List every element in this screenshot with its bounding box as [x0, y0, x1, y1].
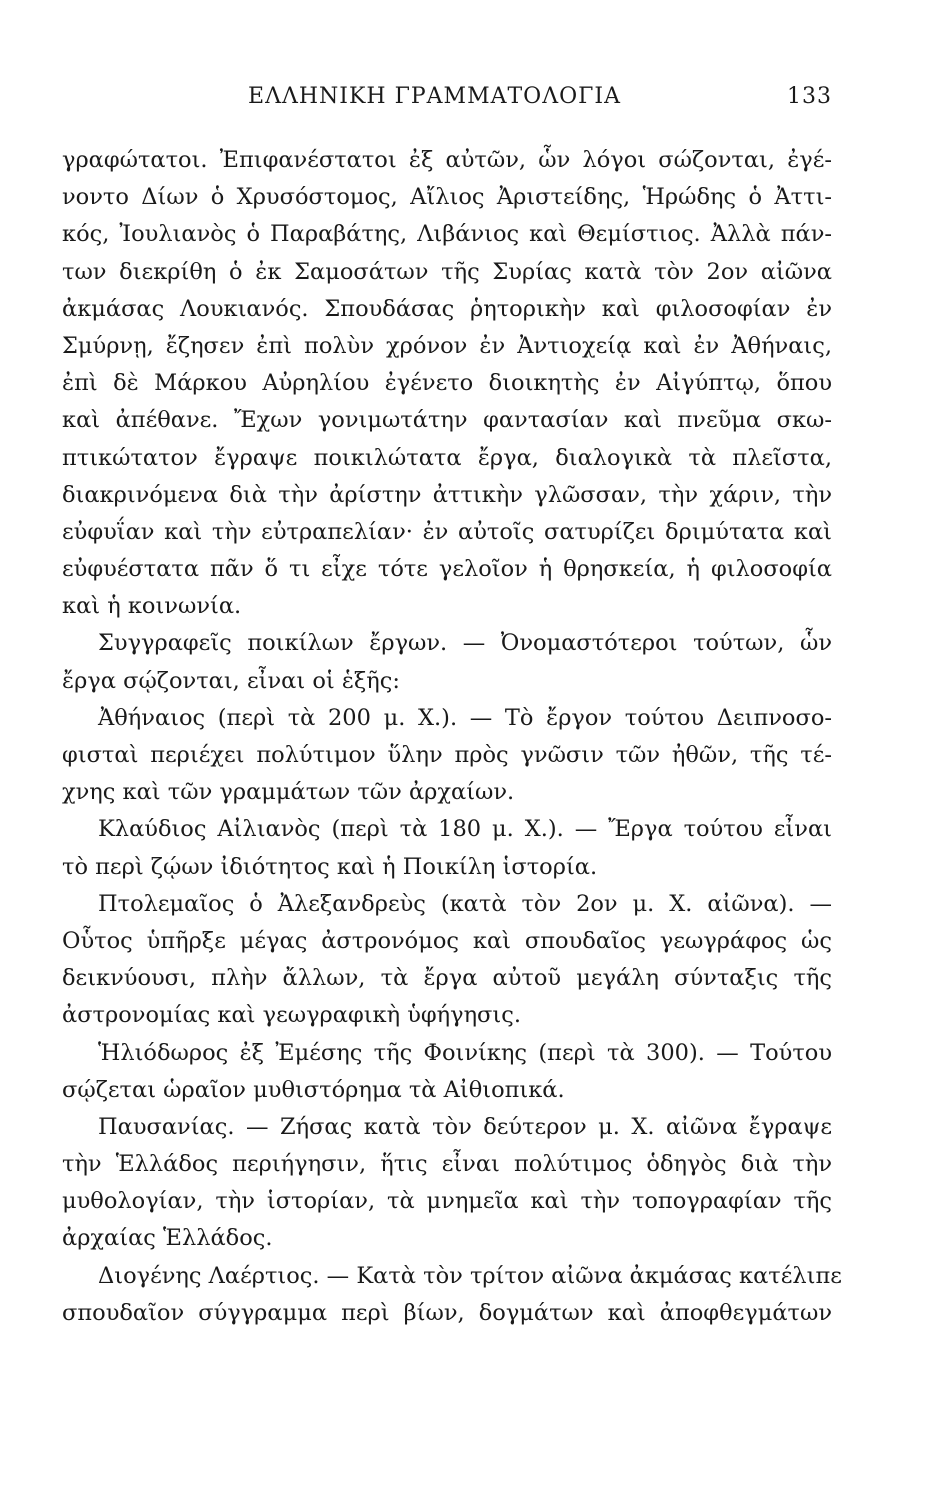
- entry-line: Διογένης Λαέρτιος. — Κατὰ τὸν τρίτον αἰῶνα ἀκμάσας κατέλιπε: [98, 1262, 842, 1289]
- entry-line: Ἀθήναιος (περὶ τὰ 200 μ. Χ.). — Τὸ ἔργον τούτου Δειπνοσο-: [98, 704, 832, 731]
- entry-line: Κλαύδιος Αἰλιανὸς (περὶ τὰ 180 μ. Χ.). — Ἔργα τούτου εἶναι: [98, 816, 832, 843]
- text-line: εὐφυέστατα πᾶν ὅ τι εἶχε τότε γελοῖον ἡ θρησκεία, ἡ φιλοσοφία: [62, 556, 832, 583]
- header-title: ΕΛΛΗΝΙΚΗ ΓΡΑΜΜΑΤΟΛΟΓΙΑ: [248, 84, 621, 109]
- page: [62, 84, 842, 1332]
- text-line: δεικνύουσι, πλὴν ἄλλων, τὰ ἔργα αὐτοῦ μεγάλη σύνταξις τῆς: [62, 965, 832, 992]
- text-line: ἀστρονομίας καὶ γεωγραφικὴ ὑφήγησις.: [62, 1002, 521, 1029]
- text-line: Οὗτος ὑπῆρξε μέγας ἀστρονόμος καὶ σπουδαῖος γεωγράφος ὡς: [62, 927, 832, 954]
- text-line: νοντο Δίων ὁ Χρυσόστομος, Αἴλιος Ἀριστείδης, Ἡρώδης ὁ Ἀττι-: [62, 184, 832, 211]
- text-line: ἔργα σῴζονται, εἶναι οἱ ἑξῆς:: [62, 667, 400, 694]
- text-line: μυθολογίαν, τὴν ἱστορίαν, τὰ μνημεῖα καὶ τὴν τοπογραφίαν τῆς: [62, 1188, 832, 1215]
- text-line: ἐπὶ δὲ Μάρκου Αὐρηλίου ἐγένετο διοικητὴς ἐν Αἰγύπτῳ, ὅπου: [62, 370, 832, 397]
- text-line: Σμύρνῃ, ἔζησεν ἐπὶ πολὺν χρόνον ἐν Ἀντιοχείᾳ καὶ ἐν Ἀθήναις,: [62, 332, 832, 359]
- text-line: τὸ περὶ ζῴων ἰδιότητος καὶ ἡ Ποικίλη ἱστορία.: [62, 853, 598, 880]
- text-line: φισταὶ περιέχει πολύτιμον ὕλην πρὸς γνῶσιν τῶν ἠθῶν, τῆς τέ-: [62, 742, 832, 768]
- text-line: χνης καὶ τῶν γραμμάτων τῶν ἀρχαίων.: [62, 779, 515, 806]
- text-line: σῴζεται ὡραῖον μυθιστόρημα τὰ Αἰθιοπικά.: [62, 1076, 565, 1103]
- entry-line: Ἡλιόδωρος ἐξ Ἐμέσης τῆς Φοινίκης (περὶ τὰ 300). — Τούτου: [98, 1039, 832, 1066]
- text-line: ἀρχαίας Ἑλλάδος.: [62, 1225, 273, 1252]
- text-line: διακρινόμενα διὰ τὴν ἀρίστην ἀττικὴν γλῶσσαν, τὴν χάριν, τὴν: [62, 481, 832, 508]
- entry-line: Πτολεμαῖος ὁ Ἀλεξανδρεὺς (κατὰ τὸν 2ον μ. Χ. αἰῶνα). —: [98, 890, 832, 917]
- running-header: [62, 84, 832, 124]
- body-text: [62, 142, 842, 1332]
- text-line: τὴν Ἑλλάδος περιήγησιν, ἥτις εἶναι πολύτιμος ὁδηγὸς διὰ τὴν: [62, 1151, 832, 1178]
- text-line: εὐφυΐαν καὶ τὴν εὐτραπελίαν· ἐν αὐτοῖς σατυρίζει δριμύτατα καὶ: [62, 518, 832, 545]
- text-line: των διεκρίθη ὁ ἐκ Σαμοσάτων τῆς Συρίας κατὰ τὸν 2ον αἰῶνα: [62, 258, 832, 285]
- text-line: καὶ ἡ κοινωνία.: [62, 593, 242, 620]
- text-line: γραφώτατοι. Ἐπιφανέστατοι ἐξ αὐτῶν, ὧν λόγοι σώζονται, ἐγέ-: [62, 147, 832, 173]
- section-heading-line: Συγγραφεῖς ποικίλων ἔργων. — Ὀνομαστότεροι τούτων, ὧν: [98, 630, 832, 657]
- text-line: πτικώτατον ἔγραψε ποικιλώτατα ἔργα, διαλογικὰ τὰ πλεῖστα,: [62, 444, 832, 471]
- text-line: σπουδαῖον σύγγραμμα περὶ βίων, δογμάτων καὶ ἀποφθεγμάτων: [62, 1299, 832, 1326]
- text-line: καὶ ἀπέθανε. Ἔχων γονιμωτάτην φαντασίαν καὶ πνεῦμα σκω-: [62, 407, 832, 434]
- text-line: ἀκμάσας Λουκιανός. Σπουδάσας ῥητορικὴν καὶ φιλοσοφίαν ἐν: [62, 295, 832, 322]
- text-line: κός, Ἰουλιανὸς ὁ Παραβάτης, Λιβάνιος καὶ Θεμίστιος. Ἀλλὰ πάν-: [62, 221, 832, 248]
- entry-line: Παυσανίας. — Ζήσας κατὰ τὸν δεύτερον μ. Χ. αἰῶνα ἔγραψε: [98, 1113, 832, 1140]
- page-number: 133: [787, 84, 832, 109]
